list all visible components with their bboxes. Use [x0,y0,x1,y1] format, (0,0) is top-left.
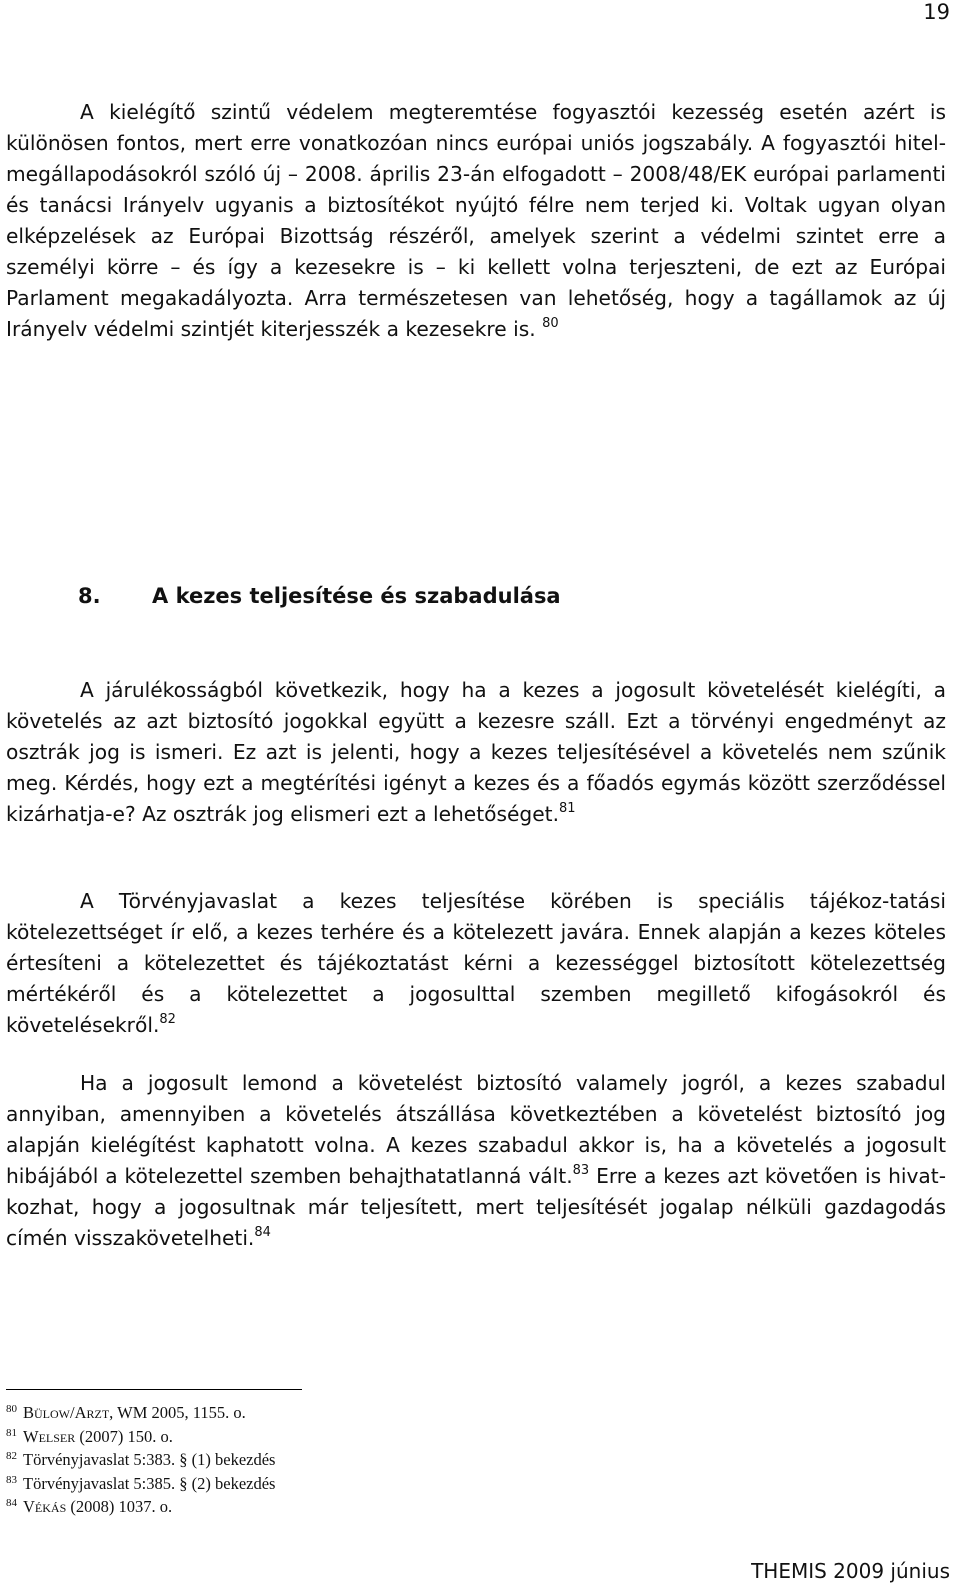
paragraph-4-text-a: Ha a jogosult lemond a követelést biztosító valamely jogról, a kezes szabadul annyiban, amennyiben a követelés átszállása következtében a követelést biztosító jog alapján kielégítést kaphatott volna. A kezes szabadul akkor is, ha a követelés a jogosult hibájából a kötelezettel szemben behajthatatlanná vált. [6,1071,946,1188]
footnote-number: 80 [6,1403,17,1415]
footnote-author: Welser [23,1426,76,1446]
footnote-ref-80: 80 [542,316,559,331]
footnote-80 [6,1401,275,1425]
footnote-ref-83: 83 [572,1163,590,1178]
footnote-text: Törvényjavaslat 5:383. § (1) bekezdés [23,1450,276,1469]
paragraph-4 [6,1068,946,1254]
paragraph-3-text: A Törvényjavaslat a kezes teljesítése körében is speciális tájékoz-tatási kötelezettséget ír elő, a kezes terhére és a kötelezett javára. Ennek alapján a kezes köteles értesíteni a kötelezettet és tájékoztatást kérni a kezességgel biztosított kötelezettség mértékéről és a kötelezettet a jogosulttal szemben megillető kifogásokról és követelésekről. [6,889,946,1037]
footnote-text: (2007) 150. o. [75,1426,173,1446]
paragraph-4-text-b: Erre a kezes azt követően is hivat-kozhat, hogy a jogosultnak már teljesített, mert teljesítését jogalap nélküli gazdagodás címén visszakövetelheti. [6,1164,946,1250]
footnote-author: Bülow/Arzt [23,1403,110,1422]
footnote-ref-81: 81 [559,801,576,816]
footnote-ref-84: 84 [254,1225,271,1240]
section-number: 8. [78,584,101,608]
paragraph-1 [6,97,946,345]
footnotes [6,1401,275,1519]
paragraph-2 [6,675,946,830]
section-heading [78,584,561,608]
footnote-82 [6,1448,275,1472]
section-title: A kezes teljesítése és szabadulása [152,584,561,608]
footnote-number: 81 [6,1426,17,1439]
footnote-author: Vékás [23,1497,67,1516]
footnote-81 [6,1425,275,1449]
footnote-text: Törvényjavaslat 5:385. § (2) bekezdés [23,1473,276,1493]
page-footer: THEMIS 2009 június [751,1559,950,1583]
footnote-ref-82: 82 [159,1012,176,1027]
footnote-84 [6,1495,275,1519]
footnote-text: (2008) 1037. o. [66,1497,173,1516]
footnote-separator [6,1389,302,1390]
paragraph-1-text: A kielégítő szintű védelem megteremtése fogyasztói kezesség esetén azért is különösen fontos, mert erre vonatkozóan nincs európai uniós jogszabály. A fogyasztói hitel-megállapodásokról szóló új – 2008. április 23-án elfogadott – 2008/48/EK európai parlamenti és tanácsi Irányelv ugyanis a biztosítékot nyújtó félre nem terjed ki. Voltak ugyan olyan elképzelések az Európai Bizottság részéről, amelyek szerint a védelmi szintet erre a személyi körre – és így a kezesekre is – ki kellett volna terjeszteni, de ezt az Európai Parlament megakadályozta. Arra természetesen van lehetőség, hogy a tagállamok az új Irányelv védelmi szintjét kiterjesszék a kezesekre is. [6,100,946,341]
page-number: 19 [923,0,950,24]
footnote-text: , WM 2005, 1155. o. [109,1403,246,1422]
paragraph-2-text: A járulékosságból következik, hogy ha a kezes a jogosult követelését kielégíti, a követelés az azt biztosító jogokkal együtt a kezesre száll. Ezt a törvényi engedményt az osztrák jog is ismeri. Ez azt is jelenti, hogy a kezes teljesítésével a követelés nem szűnik meg. Kérdés, hogy ezt a megtérítési igényt a kezes és a főadós egymás között szerződéssel kizárhatja-e? Az osztrák jog elismeri ezt a lehetőséget. [6,678,946,826]
paragraph-3 [6,886,946,1041]
footnote-number: 82 [6,1450,17,1462]
footnote-83 [6,1472,275,1496]
footnote-number: 83 [6,1473,17,1486]
footnote-number: 84 [6,1497,17,1509]
